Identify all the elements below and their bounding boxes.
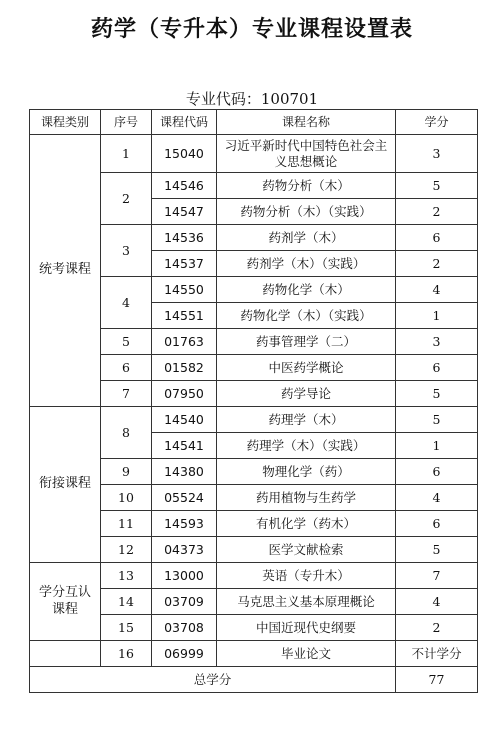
seq-cell: 5 [101, 329, 152, 355]
category-cell-empty [30, 641, 101, 667]
seq-cell: 13 [101, 563, 152, 589]
total-row [30, 667, 478, 693]
total-value: 77 [396, 667, 478, 693]
code-cell: 15040 [152, 135, 217, 173]
name-cell: 医学文献检索 [217, 537, 396, 563]
seq-cell: 7 [101, 381, 152, 407]
name-cell: 药物分析（木）（实践） [217, 199, 396, 225]
seq-cell: 16 [101, 641, 152, 667]
seq-cell: 12 [101, 537, 152, 563]
name-cell: 药物分析（木） [217, 173, 396, 199]
credit-cell: 2 [396, 615, 478, 641]
name-cell: 中国近现代史纲要 [217, 615, 396, 641]
name-cell: 药物化学（木） [217, 277, 396, 303]
credit-cell: 不计学分 [396, 641, 478, 667]
header-code: 课程代码 [152, 110, 217, 135]
code-cell: 04373 [152, 537, 217, 563]
credit-cell: 6 [396, 459, 478, 485]
code-cell: 14547 [152, 199, 217, 225]
code-cell: 14546 [152, 173, 217, 199]
category-cell: 衔接课程 [30, 407, 101, 563]
name-cell: 药剂学（木） [217, 225, 396, 251]
code-cell: 14593 [152, 511, 217, 537]
credit-cell: 5 [396, 173, 478, 199]
credit-cell: 6 [396, 355, 478, 381]
credit-cell: 4 [396, 485, 478, 511]
name-cell: 药理学（木） [217, 407, 396, 433]
name-cell: 药物化学（木）（实践） [217, 303, 396, 329]
table-header-row [30, 110, 478, 135]
name-cell: 药事管理学（二） [217, 329, 396, 355]
category-cell: 学分互认课程 [30, 563, 101, 641]
table-row [30, 135, 478, 173]
name-cell: 马克思主义基本原理概论 [217, 589, 396, 615]
name-cell: 药用植物与生药学 [217, 485, 396, 511]
seq-cell: 3 [101, 225, 152, 277]
code-cell: 14540 [152, 407, 217, 433]
code-cell: 01763 [152, 329, 217, 355]
code-cell: 03709 [152, 589, 217, 615]
credit-cell: 5 [396, 537, 478, 563]
code-cell: 14537 [152, 251, 217, 277]
seq-cell: 4 [101, 277, 152, 329]
header-credit: 学分 [396, 110, 478, 135]
credit-cell: 4 [396, 589, 478, 615]
seq-cell: 6 [101, 355, 152, 381]
category-cell: 统考课程 [30, 135, 101, 407]
code-cell: 05524 [152, 485, 217, 511]
credit-cell: 5 [396, 381, 478, 407]
name-cell: 物理化学（药） [217, 459, 396, 485]
name-cell: 中医药学概论 [217, 355, 396, 381]
total-label: 总学分 [30, 667, 396, 693]
table-row [30, 641, 478, 667]
seq-cell: 10 [101, 485, 152, 511]
name-cell: 药理学（木）（实践） [217, 433, 396, 459]
code-cell: 03708 [152, 615, 217, 641]
credit-cell: 7 [396, 563, 478, 589]
name-cell: 有机化学（药木） [217, 511, 396, 537]
name-cell: 英语（专升木） [217, 563, 396, 589]
credit-cell: 3 [396, 329, 478, 355]
name-cell: 毕业论文 [217, 641, 396, 667]
name-cell: 药剂学（木）（实践） [217, 251, 396, 277]
seq-cell: 11 [101, 511, 152, 537]
seq-cell: 1 [101, 135, 152, 173]
course-table [29, 109, 478, 693]
credit-cell: 4 [396, 277, 478, 303]
credit-cell: 3 [396, 135, 478, 173]
credit-cell: 6 [396, 225, 478, 251]
code-cell: 14550 [152, 277, 217, 303]
table-row [30, 407, 478, 433]
major-code: 专业代码：100701 [185, 90, 319, 108]
code-cell: 07950 [152, 381, 217, 407]
seq-cell: 2 [101, 173, 152, 225]
seq-cell: 9 [101, 459, 152, 485]
header-name: 课程名称 [217, 110, 396, 135]
credit-cell: 5 [396, 407, 478, 433]
code-cell: 13000 [152, 563, 217, 589]
name-cell: 药学导论 [217, 381, 396, 407]
name-cell: 习近平新时代中国特色社会主义思想概论 [217, 135, 396, 173]
code-cell: 01582 [152, 355, 217, 381]
credit-cell: 2 [396, 199, 478, 225]
code-cell: 14551 [152, 303, 217, 329]
header-category: 课程类别 [30, 110, 101, 135]
code-cell: 14541 [152, 433, 217, 459]
seq-cell: 14 [101, 589, 152, 615]
credit-cell: 1 [396, 303, 478, 329]
code-cell: 14536 [152, 225, 217, 251]
header-seq: 序号 [101, 110, 152, 135]
credit-cell: 6 [396, 511, 478, 537]
seq-cell: 15 [101, 615, 152, 641]
seq-cell: 8 [101, 407, 152, 459]
table-row [30, 563, 478, 589]
code-cell: 06999 [152, 641, 217, 667]
credit-cell: 1 [396, 433, 478, 459]
page-title: 药学（专升本）专业课程设置表 [90, 17, 413, 42]
credit-cell: 2 [396, 251, 478, 277]
code-cell: 14380 [152, 459, 217, 485]
